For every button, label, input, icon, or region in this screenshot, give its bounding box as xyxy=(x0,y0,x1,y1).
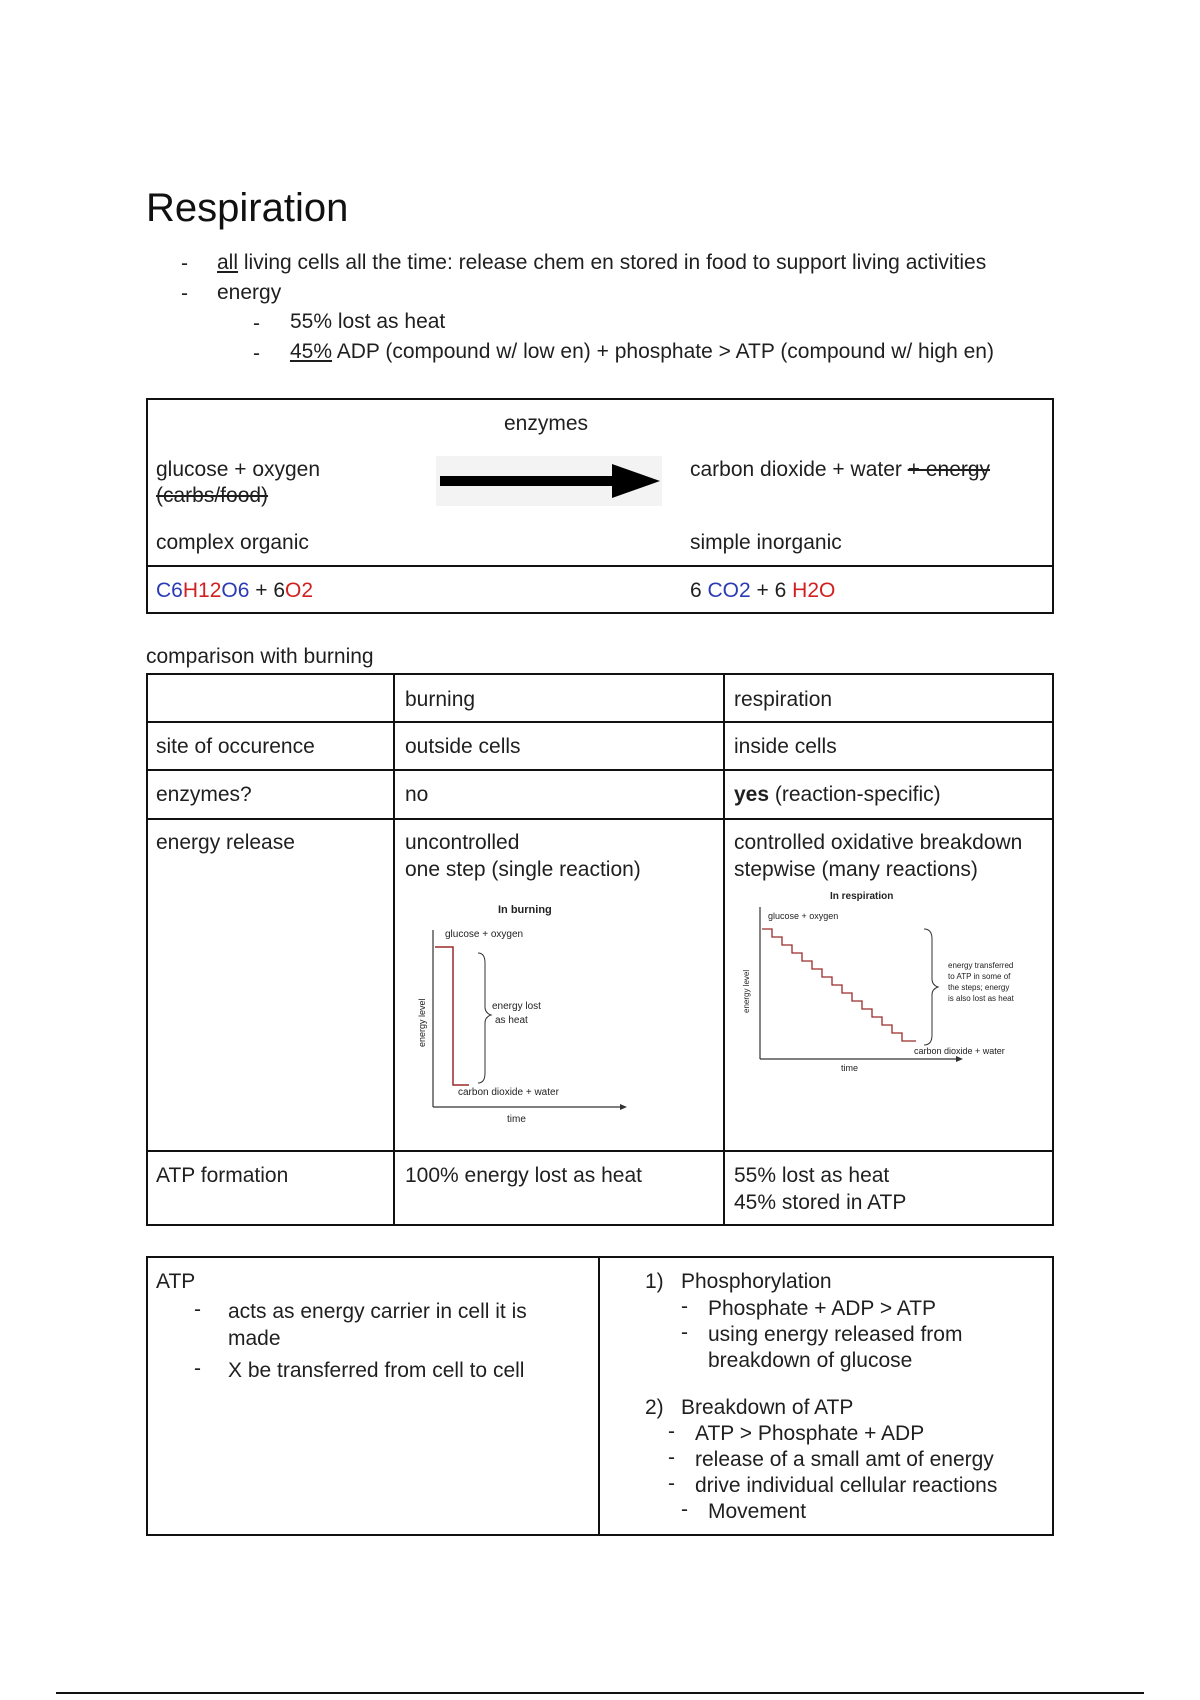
step-1-point-1: Phosphate + ADP > ATP xyxy=(708,1297,937,1320)
comparison-caption: comparison with burning xyxy=(146,645,374,668)
formula-products xyxy=(690,577,835,604)
bullet-dash: - xyxy=(194,1357,201,1380)
atp-point-1-cont: made xyxy=(228,1327,281,1350)
bullet-dash: - xyxy=(253,312,260,335)
formula-h12: H12 xyxy=(182,579,222,602)
atp-respiration-2: 45% stored in ATP xyxy=(734,1191,907,1214)
bullet-dash: - xyxy=(668,1420,675,1443)
row-divider xyxy=(146,1150,1054,1152)
formula-o2: O2 xyxy=(285,579,314,602)
bullet-dash: - xyxy=(181,252,188,275)
burn-graph-start: glucose + oxygen xyxy=(445,929,524,940)
enzymes-yes: yes xyxy=(734,783,770,806)
header-respiration: respiration xyxy=(734,688,833,711)
resp-graph-start: glucose + oxygen xyxy=(768,911,839,921)
resp-graph-note-1: energy transferred xyxy=(948,961,1014,970)
products-text xyxy=(690,456,990,483)
respiration-energy-graph xyxy=(744,885,1049,1080)
reactants-note-struck: (carbs/food) xyxy=(156,484,269,507)
bullet-dash: - xyxy=(681,1321,688,1344)
formula-6: 6 xyxy=(690,579,708,602)
step-2-number: 2) xyxy=(645,1396,664,1419)
header-burning: burning xyxy=(405,688,476,711)
complex-organic-label: complex organic xyxy=(156,531,309,554)
step-2-point-1: ATP > Phosphate + ADP xyxy=(695,1422,925,1445)
row-label-site: site of occurence xyxy=(156,735,315,758)
energy-struck: + energy xyxy=(907,458,991,481)
step-2-title: Breakdown of ATP xyxy=(681,1396,854,1419)
enzymes-respiration xyxy=(734,781,941,808)
formula-c6: C6 xyxy=(156,579,183,602)
burn-graph-y-label: energy level xyxy=(417,998,427,1047)
bullet-dash: - xyxy=(181,282,188,305)
resp-graph-x-label: time xyxy=(841,1063,859,1073)
intro-bullet-2: energy xyxy=(217,281,282,304)
intro-subbullet-1: 55% lost as heat xyxy=(290,310,446,333)
formula-o6: O6 xyxy=(221,579,250,602)
formula-plus-6: + 6 xyxy=(249,579,286,602)
site-burning: outside cells xyxy=(405,735,521,758)
formula-reactants xyxy=(156,577,313,604)
atp-col-divider xyxy=(598,1256,600,1536)
step-1-title: Phosphorylation xyxy=(681,1270,832,1293)
resp-graph-title: In respiration xyxy=(830,891,894,902)
intro-bullet-1-text: living cells all the time: release chem en stored in food to support living activities xyxy=(243,251,987,274)
row-divider xyxy=(146,721,1054,723)
burn-brace xyxy=(478,953,491,1083)
energy-respiration-2: stepwise (many reactions) xyxy=(734,858,978,881)
step-1-point-2-cont: breakdown of glucose xyxy=(708,1349,913,1372)
step-2-point-3: drive individual cellular reactions xyxy=(695,1474,998,1497)
intro-bullet-1 xyxy=(217,248,986,278)
page-title: Respiration xyxy=(146,186,349,230)
col-divider-2 xyxy=(723,673,725,1226)
enzymes-note: (reaction-specific) xyxy=(774,783,941,806)
bullet-dash: - xyxy=(194,1298,201,1321)
atp-point-1: acts as energy carrier in cell it is xyxy=(228,1300,527,1323)
bullet-dash: - xyxy=(668,1472,675,1495)
enzymes-burning: no xyxy=(405,783,429,806)
reactants-text: glucose + oxygen xyxy=(156,458,321,481)
site-respiration: inside cells xyxy=(734,735,837,758)
energy-burning-2: one step (single reaction) xyxy=(405,858,641,881)
resp-graph-note-2: to ATP in some of xyxy=(948,972,1011,981)
bullet-dash: - xyxy=(253,342,260,365)
resp-graph-note-4: is also lost as heat xyxy=(948,994,1014,1003)
burn-graph-note-2: as heat xyxy=(495,1015,528,1026)
burn-graph-note-1: energy lost xyxy=(492,1001,541,1012)
enzymes-label: enzymes xyxy=(504,412,589,435)
energy-respiration-1: controlled oxidative breakdown xyxy=(734,831,1023,854)
formula-h2o: H2O xyxy=(792,579,836,602)
underlined-45: 45% xyxy=(290,340,333,363)
bullet-dash: - xyxy=(681,1498,688,1521)
step-1-point-2: using energy released from xyxy=(708,1323,963,1346)
step-2-point-4: Movement xyxy=(708,1500,807,1523)
burn-energy-line xyxy=(435,947,469,1085)
burn-graph-end: carbon dioxide + water xyxy=(458,1087,559,1098)
formula-plus-6: + 6 xyxy=(750,579,793,602)
intro-subbullet-2 xyxy=(290,337,994,367)
row-label-atp-formation: ATP formation xyxy=(156,1164,289,1187)
burn-graph-title: In burning xyxy=(498,904,552,916)
atp-point-2: X be transferred from cell to cell xyxy=(228,1359,525,1382)
row-label-enzymes: enzymes? xyxy=(156,783,252,806)
atp-respiration-1: 55% lost as heat xyxy=(734,1164,890,1187)
resp-energy-staircase xyxy=(762,929,916,1041)
step-1-number: 1) xyxy=(645,1270,664,1293)
intro-subbullet-2-text: ADP (compound w/ low en) + phosphate > ATP (compound w/ high en) xyxy=(336,340,994,363)
atp-heading: ATP xyxy=(156,1270,196,1293)
resp-x-arrow-icon xyxy=(956,1056,963,1062)
col-divider-1 xyxy=(393,673,395,1226)
row-divider xyxy=(146,769,1054,771)
burn-graph-x-label: time xyxy=(507,1114,526,1125)
simple-inorganic-label: simple inorganic xyxy=(690,531,842,554)
row-divider xyxy=(146,818,1054,820)
reaction-arrow-icon xyxy=(436,456,662,506)
resp-graph-y-label: energy level xyxy=(742,969,751,1013)
burning-energy-graph xyxy=(405,895,635,1140)
bullet-dash: - xyxy=(681,1295,688,1318)
atp-burning: 100% energy lost as heat xyxy=(405,1164,642,1187)
resp-brace xyxy=(924,929,938,1045)
formula-co2: CO2 xyxy=(707,579,751,602)
row-label-energy-release: energy release xyxy=(156,831,295,854)
equation-divider xyxy=(146,565,1054,567)
burn-x-arrow-icon xyxy=(620,1104,627,1110)
energy-burning-1: uncontrolled xyxy=(405,831,520,854)
step-2-point-2: release of a small amt of energy xyxy=(695,1448,994,1471)
underlined-all: all xyxy=(217,251,239,274)
products-label: carbon dioxide + water xyxy=(690,458,902,481)
bullet-dash: - xyxy=(668,1446,675,1469)
resp-graph-end: carbon dioxide + water xyxy=(914,1046,1005,1056)
resp-graph-note-3: the steps; energy xyxy=(948,983,1010,992)
page-bottom-rule xyxy=(56,1692,1144,1694)
